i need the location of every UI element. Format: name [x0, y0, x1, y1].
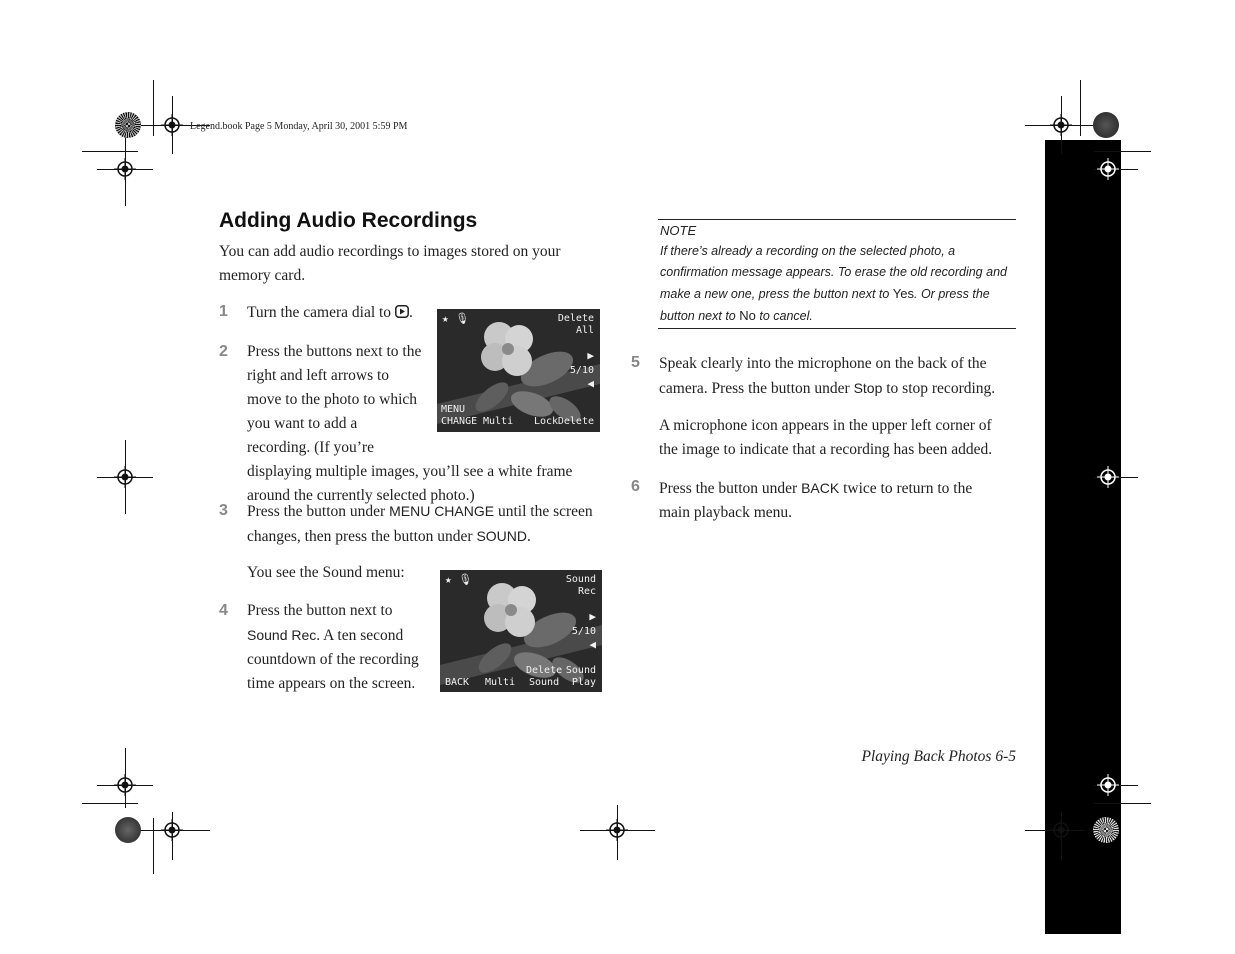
step-2-label: Press the buttons next to the right and left arrows to move to the photo to which you want to add a recording. (If you’re displaying multiple images, you’ll see a white frame around the currently selected photo.) [247, 343, 573, 504]
screen1-top-right [558, 313, 594, 337]
step-number: 6 [631, 478, 640, 495]
sound-play-softkey: Sound Play [565, 665, 596, 688]
step-5-result: A microphone icon appears in the upper left corner of the image to indicate that a recording has been added. [659, 417, 993, 458]
star-mic-icons: ★ 🎙 [445, 573, 473, 586]
page-title: Adding Audio Recordings [219, 209, 478, 232]
note-label: NOTE [660, 223, 697, 238]
crop-mark [82, 151, 138, 152]
sound-menu-text: You see the Sound menu: [247, 564, 405, 581]
crop-mark [1094, 803, 1151, 804]
step-1-period: . [408, 304, 413, 321]
registration-target-icon [1097, 466, 1119, 488]
step-1-label: Turn the camera dial to [247, 304, 392, 321]
no-label: No [739, 308, 756, 323]
note-post: to cancel. [759, 309, 813, 323]
note-pre: If there’s already a recording on the selected photo, a confirmation message appears. To erase the old recording and make a new one, press the button next to [660, 244, 1007, 301]
lock-softkey: Lock [534, 416, 559, 427]
step-5-pre: Speak clearly into the microphone on the back of the camera. Press the button under [659, 355, 987, 397]
multi-softkey: Multi [483, 416, 514, 427]
step-4-text [247, 599, 429, 696]
page-footer: Playing Back Photos 6-5 [861, 748, 1016, 765]
right-arrow-icon: ▶ [589, 610, 596, 623]
step-3-pre: Press the button under [247, 503, 386, 520]
registration-target-icon [161, 114, 183, 136]
step-6-post: twice to return to the main playback menu. [659, 480, 973, 521]
step-6-text [659, 476, 1004, 525]
sound-label: SOUND [476, 528, 527, 544]
step-5-post: to stop recording. [886, 380, 996, 397]
black-edge-tab [1045, 140, 1121, 934]
step-number: 3 [219, 502, 228, 519]
step-number: 5 [631, 354, 640, 371]
calibration-star-icon [1093, 817, 1119, 843]
menu-change-softkey: MENU CHANGE [441, 404, 478, 427]
crop-mark [153, 818, 154, 874]
step-3-mid: until the screen changes, then press the button under [247, 503, 593, 545]
print-slug: Legend.book Page 5 Monday, April 30, 2001 5:59 PM [190, 121, 408, 132]
crop-mark [153, 80, 154, 136]
right-arrow-icon: ▶ [587, 349, 594, 362]
step-1-text [247, 301, 413, 325]
crop-mark [1080, 80, 1081, 136]
calibration-star-icon [1093, 112, 1119, 138]
stop-label: Stop [853, 380, 883, 396]
note-bottom-rule [658, 328, 1016, 329]
photo-counter: 5/10 [571, 626, 596, 637]
note-mid: . Or press the button next to [660, 287, 990, 323]
registration-target-icon [606, 819, 628, 841]
star-mic-icons: ★ 🎙 [442, 312, 470, 325]
registration-target-icon [114, 774, 136, 796]
registration-target-icon [114, 158, 136, 180]
crop-mark [1094, 151, 1151, 152]
step-3-text [247, 499, 597, 549]
back-label: BACK [801, 480, 840, 496]
step-5-text [659, 352, 1017, 401]
back-softkey: BACK [445, 677, 470, 688]
registration-target-icon [1097, 774, 1119, 796]
registration-target-icon [1050, 819, 1072, 841]
menu-change-label: MENU CHANGE [389, 503, 495, 519]
photo-counter: 5/10 [569, 365, 594, 376]
yes-label: Yes [892, 286, 915, 301]
left-arrow-icon: ◀ [587, 377, 594, 390]
step-4-post: . A ten second countdown of the recording time appears on the screen. [247, 627, 419, 692]
step-3-post: . [527, 528, 531, 545]
delete-label: Delete [557, 313, 594, 324]
step-number: 1 [219, 303, 228, 320]
step-6-pre: Press the button under [659, 480, 798, 497]
step-number: 4 [219, 602, 228, 619]
screen2-top-right [566, 574, 596, 598]
note-body [660, 241, 1020, 327]
registration-target-icon [1097, 158, 1119, 180]
rec-label: Rec [577, 586, 596, 597]
playback-mode-icon [395, 305, 409, 318]
delete-sound-softkey: Delete Sound [526, 665, 563, 688]
registration-target-icon [114, 466, 136, 488]
crop-mark [82, 803, 138, 804]
delete-softkey: Delete [557, 416, 594, 427]
step-4-pre: Press the button next to [247, 602, 393, 619]
intro-paragraph: You can add audio recordings to images stored on your memory card. [219, 243, 561, 284]
registration-target-icon [1050, 114, 1072, 136]
calibration-star-icon [115, 112, 141, 138]
multi-softkey: Multi [485, 677, 516, 688]
registration-target-icon [161, 819, 183, 841]
note-top-rule [658, 219, 1016, 220]
camera-screen-sound-menu [440, 570, 602, 692]
all-label: All [575, 325, 594, 336]
step-number: 2 [219, 343, 228, 360]
calibration-star-icon [115, 817, 141, 843]
sound-label: Sound [565, 574, 596, 585]
camera-screen-delete-menu [437, 309, 600, 432]
left-arrow-icon: ◀ [589, 638, 596, 651]
sound-rec-label: Sound Rec [247, 627, 317, 643]
